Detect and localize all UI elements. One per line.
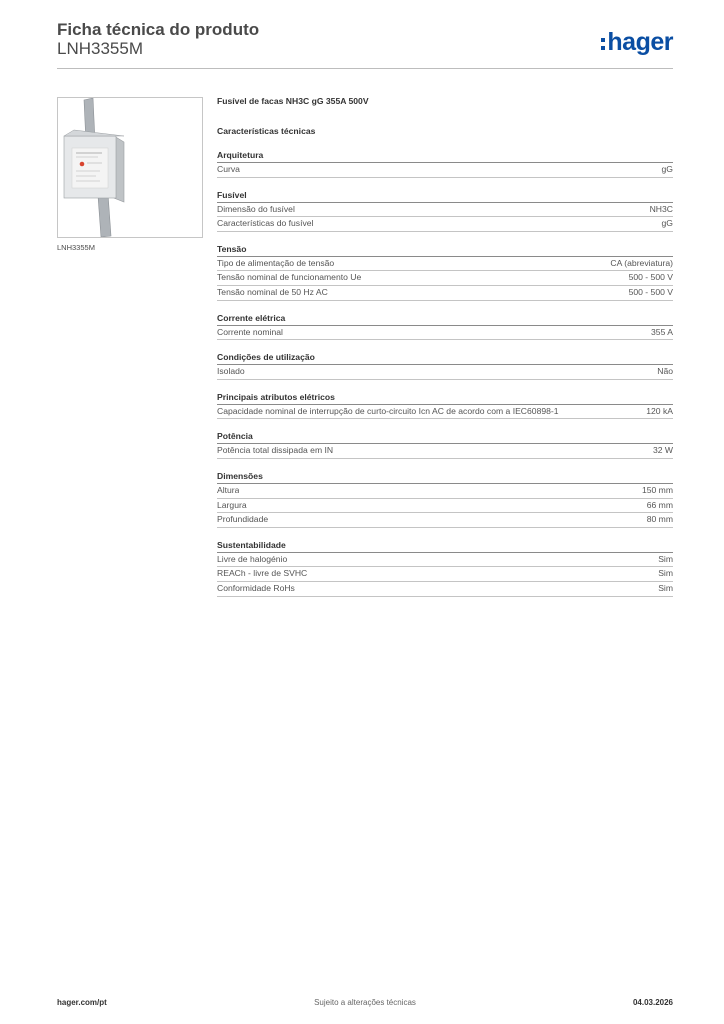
spec-value: Não — [657, 366, 673, 377]
spec-label: Capacidade nominal de interrupção de curto-circuito Icn AC de acordo com a IEC60898-1 — [217, 405, 559, 416]
spec-label: Tensão nominal de funcionamento Ue — [217, 272, 362, 283]
footer-date: 04.03.2026 — [632, 998, 673, 1007]
spec-row — [217, 203, 673, 218]
spec-label: Curva — [217, 164, 240, 174]
spec-value: Sim — [658, 582, 673, 593]
image-caption: LNH3355M — [57, 243, 95, 252]
fuse-illustration-icon — [58, 98, 202, 237]
spec-label: Tensão nominal de 50 Hz AC — [217, 286, 328, 297]
spec-label: Corrente nominal — [217, 326, 283, 337]
spec-label: REACh - livre de SVHC — [217, 568, 308, 579]
logo-text: hager — [607, 28, 673, 56]
spec-section — [217, 430, 673, 459]
spec-section — [217, 470, 673, 528]
spec-row — [217, 217, 673, 232]
spec-label: Isolado — [217, 366, 245, 377]
document-title: Ficha técnica do produto — [57, 20, 260, 39]
spec-value: gG — [661, 218, 673, 229]
spec-sections — [217, 149, 673, 597]
product-reference: LNH3355M — [57, 39, 143, 58]
section-title: Fusível — [217, 189, 673, 203]
spec-row — [217, 582, 673, 597]
spec-label: Dimensão do fusível — [217, 203, 295, 214]
spec-value: 150 mm — [641, 484, 673, 495]
spec-label: Tipo de alimentação de tensão — [217, 257, 335, 268]
section-title: Principais atributos elétricos — [217, 391, 673, 405]
product-image — [57, 97, 203, 238]
spec-value: 80 mm — [646, 514, 673, 525]
spec-row — [217, 257, 673, 272]
spec-label: Livre de halogénio — [217, 553, 288, 564]
spec-value: NH3C — [649, 203, 673, 214]
technical-characteristics-heading: Características técnicas — [217, 126, 316, 136]
spec-section — [217, 243, 673, 301]
spec-section — [217, 539, 673, 597]
spec-value: 500 - 500 V — [628, 286, 673, 297]
spec-section — [217, 189, 673, 232]
spec-section — [217, 351, 673, 380]
spec-label: Largura — [217, 499, 247, 510]
section-title: Arquitetura — [217, 149, 673, 163]
spec-row — [217, 567, 673, 582]
logo-dots-icon — [601, 38, 605, 50]
spec-row — [217, 513, 673, 528]
spec-section — [217, 391, 673, 420]
section-title: Corrente elétrica — [217, 312, 673, 326]
section-title: Sustentabilidade — [217, 539, 673, 553]
spec-value: 500 - 500 V — [628, 272, 673, 283]
page-footer — [57, 998, 673, 1010]
spec-value: Sim — [658, 568, 673, 579]
spec-label: Potência total dissipada em IN — [217, 445, 334, 456]
specification-content — [217, 95, 673, 597]
spec-row — [217, 286, 673, 301]
spec-row — [217, 271, 673, 286]
spec-value: 120 kA — [646, 405, 673, 416]
spec-value: Sim — [658, 553, 673, 564]
spec-row — [217, 484, 673, 499]
spec-row — [217, 499, 673, 514]
spec-label: Profundidade — [217, 514, 269, 525]
spec-section — [217, 149, 673, 178]
footer-website-link[interactable]: hager.com/pt — [57, 998, 107, 1007]
spec-section — [217, 312, 673, 341]
footer-notice: Sujeito a alterações técnicas — [314, 998, 416, 1007]
spec-label: Conformidade RoHs — [217, 582, 295, 593]
spec-value: 355 A — [651, 326, 673, 337]
spec-row — [217, 553, 673, 568]
spec-row — [217, 163, 673, 178]
spec-row — [217, 365, 673, 380]
spec-row — [217, 444, 673, 459]
section-title: Tensão — [217, 243, 673, 257]
spec-value: 66 mm — [646, 499, 673, 510]
section-title: Dimensões — [217, 470, 673, 484]
spec-label: Características do fusível — [217, 218, 314, 229]
spec-row — [217, 405, 673, 420]
hager-logo[interactable] — [601, 27, 673, 57]
spec-value: CA (abreviatura) — [610, 257, 673, 268]
spec-label: Altura — [217, 484, 240, 495]
spec-value: gG — [661, 164, 673, 174]
spec-row — [217, 326, 673, 341]
section-title: Potência — [217, 430, 673, 444]
spec-value: 32 W — [652, 445, 673, 456]
page-header — [57, 20, 673, 70]
section-title: Condições de utilização — [217, 351, 673, 365]
product-name: Fusível de facas NH3C gG 355A 500V — [217, 96, 369, 106]
header-divider — [57, 68, 673, 69]
